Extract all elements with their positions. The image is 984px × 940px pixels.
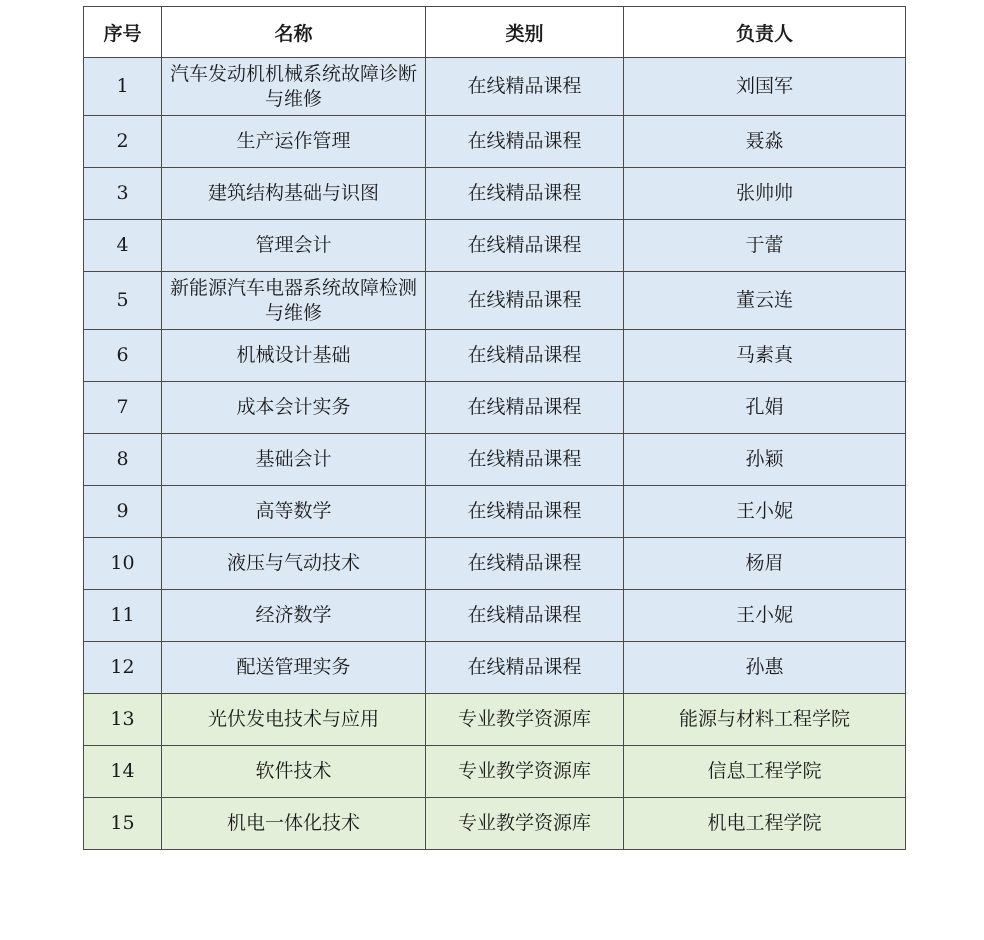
course-table [83,6,906,850]
cell-name: 高等数学 [162,486,426,538]
cell-category: 专业教学资源库 [426,798,624,850]
cell-no: 2 [84,116,162,168]
cell-category: 在线精品课程 [426,220,624,272]
cell-category: 专业教学资源库 [426,694,624,746]
cell-no: 15 [84,798,162,850]
table-row [84,330,906,382]
cell-name: 光伏发电技术与应用 [162,694,426,746]
cell-no: 7 [84,382,162,434]
table-row [84,486,906,538]
table-row [84,798,906,850]
cell-category: 在线精品课程 [426,168,624,220]
table-body [84,58,906,850]
table-row [84,746,906,798]
cell-no: 4 [84,220,162,272]
cell-owner: 机电工程学院 [624,798,906,850]
cell-name: 汽车发动机机械系统故障诊断与维修 [162,58,426,116]
cell-category: 在线精品课程 [426,434,624,486]
cell-no: 9 [84,486,162,538]
cell-owner: 刘国军 [624,58,906,116]
cell-name: 管理会计 [162,220,426,272]
table-row [84,590,906,642]
cell-owner: 王小妮 [624,590,906,642]
cell-owner: 孙惠 [624,642,906,694]
cell-category: 在线精品课程 [426,116,624,168]
cell-category: 专业教学资源库 [426,746,624,798]
cell-name: 成本会计实务 [162,382,426,434]
cell-name: 软件技术 [162,746,426,798]
cell-name: 经济数学 [162,590,426,642]
cell-owner: 杨眉 [624,538,906,590]
cell-owner: 张帅帅 [624,168,906,220]
course-table-container [83,6,905,850]
header-no: 序号 [84,7,162,58]
cell-no: 11 [84,590,162,642]
cell-name: 基础会计 [162,434,426,486]
table-row [84,168,906,220]
cell-no: 5 [84,272,162,330]
header-row [84,7,906,58]
cell-category: 在线精品课程 [426,590,624,642]
cell-category: 在线精品课程 [426,330,624,382]
table-row [84,58,906,116]
cell-no: 10 [84,538,162,590]
cell-category: 在线精品课程 [426,486,624,538]
cell-owner: 聂淼 [624,116,906,168]
cell-no: 8 [84,434,162,486]
cell-no: 13 [84,694,162,746]
header-category: 类别 [426,7,624,58]
cell-name: 建筑结构基础与识图 [162,168,426,220]
cell-name: 机械设计基础 [162,330,426,382]
table-row [84,382,906,434]
table-row [84,220,906,272]
cell-name: 配送管理实务 [162,642,426,694]
cell-owner: 孙颖 [624,434,906,486]
table-row [84,116,906,168]
header-owner: 负责人 [624,7,906,58]
table-row [84,434,906,486]
cell-no: 14 [84,746,162,798]
cell-owner: 信息工程学院 [624,746,906,798]
cell-name: 机电一体化技术 [162,798,426,850]
cell-owner: 王小妮 [624,486,906,538]
table-row [84,694,906,746]
cell-category: 在线精品课程 [426,58,624,116]
cell-name: 液压与气动技术 [162,538,426,590]
table-row [84,538,906,590]
cell-owner: 于蕾 [624,220,906,272]
cell-owner: 能源与材料工程学院 [624,694,906,746]
cell-owner: 孔娟 [624,382,906,434]
cell-name: 生产运作管理 [162,116,426,168]
table-row [84,272,906,330]
cell-no: 1 [84,58,162,116]
cell-no: 6 [84,330,162,382]
cell-category: 在线精品课程 [426,382,624,434]
cell-owner: 董云连 [624,272,906,330]
cell-owner: 马素真 [624,330,906,382]
header-name: 名称 [162,7,426,58]
cell-category: 在线精品课程 [426,642,624,694]
cell-name: 新能源汽车电器系统故障检测与维修 [162,272,426,330]
cell-category: 在线精品课程 [426,272,624,330]
table-header [84,7,906,58]
cell-no: 3 [84,168,162,220]
cell-no: 12 [84,642,162,694]
table-row [84,642,906,694]
cell-category: 在线精品课程 [426,538,624,590]
